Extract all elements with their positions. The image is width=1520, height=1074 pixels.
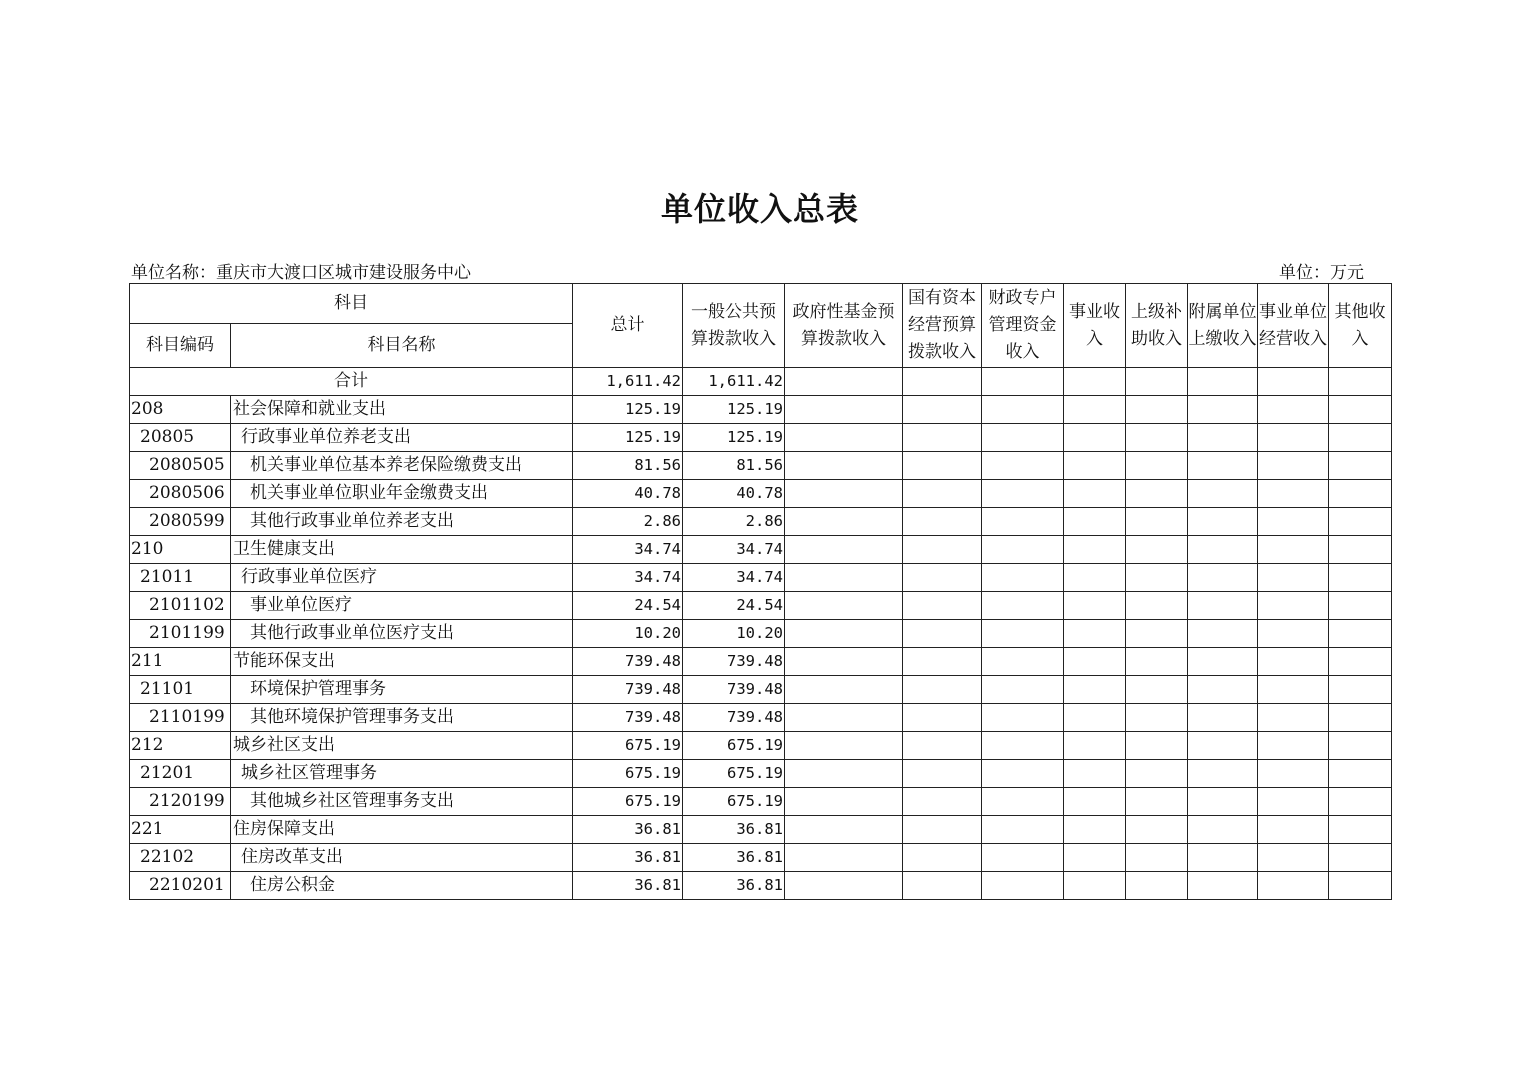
empty-cell <box>1064 396 1126 424</box>
table-row <box>130 396 1392 424</box>
empty-cell <box>1329 452 1392 480</box>
empty-cell <box>1258 536 1329 564</box>
general-budget-cell: 125.19 <box>683 396 785 424</box>
empty-cell <box>1064 536 1126 564</box>
total-cell: 739.48 <box>573 704 683 732</box>
empty-cell <box>785 620 903 648</box>
empty-cell <box>982 592 1064 620</box>
empty-cell <box>903 732 982 760</box>
empty-cell <box>1188 536 1258 564</box>
empty-cell <box>1258 704 1329 732</box>
empty-cell <box>785 452 903 480</box>
page-title: 单位收入总表 <box>660 190 859 228</box>
empty-cell <box>1258 676 1329 704</box>
subject-name-cell: 环境保护管理事务 <box>231 676 573 704</box>
header-superior-subsidy: 上级补助收入 <box>1126 284 1188 368</box>
total-cell: 125.19 <box>573 424 683 452</box>
header-subject-code: 科目编码 <box>130 324 231 368</box>
empty-cell <box>903 396 982 424</box>
empty-cell <box>1188 620 1258 648</box>
sum-row <box>130 368 1392 396</box>
subject-code-cell: 2080506 <box>130 480 231 508</box>
general-budget-cell: 36.81 <box>683 844 785 872</box>
empty-cell <box>785 564 903 592</box>
table-row <box>130 648 1392 676</box>
general-budget-cell: 739.48 <box>683 704 785 732</box>
subject-code-cell: 2101102 <box>130 592 231 620</box>
empty-cell <box>1329 480 1392 508</box>
empty-cell <box>1126 676 1188 704</box>
total-cell: 36.81 <box>573 816 683 844</box>
total-cell: 34.74 <box>573 564 683 592</box>
header-other-income: 其他收入 <box>1329 284 1392 368</box>
empty-cell <box>1126 480 1188 508</box>
empty-cell <box>903 480 982 508</box>
empty-cell <box>785 816 903 844</box>
table-row <box>130 816 1392 844</box>
subject-name-cell: 事业单位医疗 <box>231 592 573 620</box>
empty-cell <box>903 704 982 732</box>
empty-cell <box>1064 872 1126 900</box>
subject-code-cell: 21011 <box>130 564 231 592</box>
empty-cell <box>1329 676 1392 704</box>
subject-name-cell: 住房保障支出 <box>231 816 573 844</box>
subject-code-cell: 21101 <box>130 676 231 704</box>
empty-cell <box>1258 788 1329 816</box>
header-gov-fund: 政府性基金预算拨款收入 <box>785 284 903 368</box>
empty-cell <box>1064 676 1126 704</box>
subject-code-cell: 210 <box>130 536 231 564</box>
empty-cell <box>1188 816 1258 844</box>
header-affiliated-payment: 附属单位上缴收入 <box>1188 284 1258 368</box>
empty-cell <box>1126 704 1188 732</box>
table-row <box>130 564 1392 592</box>
subject-name-cell: 其他行政事业单位养老支出 <box>231 508 573 536</box>
empty-cell <box>785 396 903 424</box>
empty-cell <box>982 872 1064 900</box>
empty-cell <box>1329 872 1392 900</box>
subject-name-cell: 住房公积金 <box>231 872 573 900</box>
empty-cell <box>982 396 1064 424</box>
total-cell: 24.54 <box>573 592 683 620</box>
general-budget-cell: 24.54 <box>683 592 785 620</box>
empty-cell <box>982 424 1064 452</box>
empty-cell <box>1329 816 1392 844</box>
empty-cell <box>1126 564 1188 592</box>
empty-cell <box>1188 732 1258 760</box>
total-cell: 40.78 <box>573 480 683 508</box>
subject-code-cell: 211 <box>130 648 231 676</box>
empty-cell <box>903 508 982 536</box>
general-budget-cell: 739.48 <box>683 676 785 704</box>
empty-cell <box>903 620 982 648</box>
general-budget-cell: 81.56 <box>683 452 785 480</box>
empty-cell <box>1188 676 1258 704</box>
subject-name-cell: 机关事业单位基本养老保险缴费支出 <box>231 452 573 480</box>
subject-code-cell: 208 <box>130 396 231 424</box>
empty-cell <box>1064 452 1126 480</box>
total-cell: 10.20 <box>573 620 683 648</box>
empty-cell <box>1258 396 1329 424</box>
empty-cell <box>785 480 903 508</box>
empty-cell <box>1126 844 1188 872</box>
subject-code-cell: 21201 <box>130 760 231 788</box>
total-cell: 34.74 <box>573 536 683 564</box>
subject-name-cell: 社会保障和就业支出 <box>231 396 573 424</box>
income-summary-table <box>129 283 1392 900</box>
empty-cell <box>903 592 982 620</box>
empty-cell <box>785 760 903 788</box>
empty-cell <box>982 732 1064 760</box>
empty-cell <box>1329 424 1392 452</box>
subject-code-cell: 2120199 <box>130 788 231 816</box>
total-cell: 675.19 <box>573 760 683 788</box>
empty-cell <box>1064 816 1126 844</box>
empty-cell <box>1258 564 1329 592</box>
empty-cell <box>1126 620 1188 648</box>
empty-cell <box>1329 704 1392 732</box>
table-row <box>130 676 1392 704</box>
empty-cell <box>1329 592 1392 620</box>
subject-code-cell: 2101199 <box>130 620 231 648</box>
empty-cell <box>1329 788 1392 816</box>
empty-cell <box>1188 704 1258 732</box>
table-row <box>130 732 1392 760</box>
header-fiscal-special: 财政专户管理资金收入 <box>982 284 1064 368</box>
empty-cell <box>982 620 1064 648</box>
empty-cell <box>785 676 903 704</box>
unit-name-label: 单位名称：重庆市大渡口区城市建设服务中心 <box>131 263 471 283</box>
total-cell: 675.19 <box>573 788 683 816</box>
empty-cell <box>1126 536 1188 564</box>
empty-cell <box>785 704 903 732</box>
empty-cell <box>1064 508 1126 536</box>
table-row <box>130 424 1392 452</box>
subject-name-cell: 城乡社区管理事务 <box>231 760 573 788</box>
header-subject-name: 科目名称 <box>231 324 573 368</box>
table-body <box>130 368 1392 900</box>
empty-cell <box>1126 872 1188 900</box>
empty-cell <box>903 816 982 844</box>
empty-cell <box>1329 620 1392 648</box>
table-row <box>130 872 1392 900</box>
table-row <box>130 760 1392 788</box>
header-business-operation: 事业单位经营收入 <box>1258 284 1329 368</box>
subject-code-cell: 22102 <box>130 844 231 872</box>
total-cell: 739.48 <box>573 676 683 704</box>
table-row <box>130 452 1392 480</box>
empty-cell <box>1188 648 1258 676</box>
general-budget-cell: 34.74 <box>683 536 785 564</box>
subject-name-cell: 其他行政事业单位医疗支出 <box>231 620 573 648</box>
table-row <box>130 536 1392 564</box>
subject-name-cell: 卫生健康支出 <box>231 536 573 564</box>
empty-cell <box>1258 592 1329 620</box>
subject-code-cell: 212 <box>130 732 231 760</box>
empty-cell <box>1329 760 1392 788</box>
subject-name-cell: 其他环境保护管理事务支出 <box>231 704 573 732</box>
empty-cell <box>982 536 1064 564</box>
empty-cell <box>785 424 903 452</box>
empty-cell <box>1126 648 1188 676</box>
subject-code-cell: 20805 <box>130 424 231 452</box>
empty-cell <box>1126 396 1188 424</box>
empty-cell <box>903 872 982 900</box>
empty-cell <box>1258 452 1329 480</box>
table-row <box>130 704 1392 732</box>
empty-cell <box>1329 508 1392 536</box>
subject-name-cell: 节能环保支出 <box>231 648 573 676</box>
empty-cell <box>1329 536 1392 564</box>
empty-cell <box>903 844 982 872</box>
subject-name-cell: 城乡社区支出 <box>231 732 573 760</box>
empty-cell <box>982 816 1064 844</box>
general-budget-cell: 675.19 <box>683 788 785 816</box>
subject-name-cell: 住房改革支出 <box>231 844 573 872</box>
sum-label: 合计 <box>130 368 573 396</box>
empty-cell <box>982 452 1064 480</box>
general-budget-cell: 36.81 <box>683 872 785 900</box>
subject-code-cell: 2210201 <box>130 872 231 900</box>
empty-cell <box>1188 508 1258 536</box>
empty-cell <box>1188 564 1258 592</box>
empty-cell <box>1258 872 1329 900</box>
empty-cell <box>785 592 903 620</box>
empty-cell <box>1126 816 1188 844</box>
header-business-income: 事业收入 <box>1064 284 1126 368</box>
empty-cell <box>982 508 1064 536</box>
empty-cell <box>982 648 1064 676</box>
empty-cell <box>1064 760 1126 788</box>
empty-cell <box>1258 648 1329 676</box>
empty-cell <box>982 676 1064 704</box>
empty-cell <box>1258 620 1329 648</box>
empty-cell <box>1188 592 1258 620</box>
empty-cell <box>1064 620 1126 648</box>
empty-cell <box>785 872 903 900</box>
empty-cell <box>982 844 1064 872</box>
empty-cell <box>903 452 982 480</box>
unit-label: 单位：万元 <box>1279 263 1364 283</box>
empty-cell <box>1258 732 1329 760</box>
table-row <box>130 620 1392 648</box>
general-budget-cell: 2.86 <box>683 508 785 536</box>
empty-cell <box>1188 844 1258 872</box>
general-budget-cell: 675.19 <box>683 760 785 788</box>
subject-code-cell: 2080599 <box>130 508 231 536</box>
empty-cell <box>1126 508 1188 536</box>
empty-cell <box>1064 424 1126 452</box>
empty-cell <box>1188 788 1258 816</box>
empty-cell <box>903 424 982 452</box>
empty-cell <box>1329 396 1392 424</box>
header-total: 总计 <box>573 284 683 368</box>
empty-cell <box>903 760 982 788</box>
empty-cell <box>785 508 903 536</box>
general-budget-cell: 125.19 <box>683 424 785 452</box>
empty-cell <box>1064 592 1126 620</box>
empty-cell <box>785 648 903 676</box>
empty-cell <box>1126 424 1188 452</box>
empty-cell <box>1126 452 1188 480</box>
empty-cell <box>785 844 903 872</box>
empty-cell <box>1258 816 1329 844</box>
empty-cell <box>982 480 1064 508</box>
empty-cell <box>1188 452 1258 480</box>
empty-cell <box>1064 788 1126 816</box>
empty-cell <box>1064 732 1126 760</box>
empty-cell <box>903 648 982 676</box>
subject-code-cell: 221 <box>130 816 231 844</box>
empty-cell <box>1126 592 1188 620</box>
empty-cell <box>1258 480 1329 508</box>
sum-general-budget: 1,611.42 <box>683 368 785 396</box>
header-state-capital: 国有资本经营预算拨款收入 <box>903 284 982 368</box>
empty-cell <box>1188 480 1258 508</box>
header-general-budget: 一般公共预算拨款收入 <box>683 284 785 368</box>
empty-cell <box>982 788 1064 816</box>
empty-cell <box>1258 760 1329 788</box>
empty-cell <box>785 788 903 816</box>
empty-cell <box>1064 648 1126 676</box>
empty-cell <box>785 536 903 564</box>
table-row <box>130 844 1392 872</box>
empty-cell <box>903 676 982 704</box>
total-cell: 36.81 <box>573 872 683 900</box>
table-row <box>130 480 1392 508</box>
table-row <box>130 788 1392 816</box>
empty-cell <box>1064 704 1126 732</box>
empty-cell <box>1329 732 1392 760</box>
subject-code-cell: 2080505 <box>130 452 231 480</box>
sum-total: 1,611.42 <box>573 368 683 396</box>
general-budget-cell: 40.78 <box>683 480 785 508</box>
empty-cell <box>785 732 903 760</box>
total-cell: 81.56 <box>573 452 683 480</box>
total-cell: 36.81 <box>573 844 683 872</box>
empty-cell <box>1188 424 1258 452</box>
empty-cell <box>1064 480 1126 508</box>
total-cell: 2.86 <box>573 508 683 536</box>
general-budget-cell: 36.81 <box>683 816 785 844</box>
subject-name-cell: 机关事业单位职业年金缴费支出 <box>231 480 573 508</box>
empty-cell <box>1258 424 1329 452</box>
subject-code-cell: 2110199 <box>130 704 231 732</box>
subject-name-cell: 行政事业单位养老支出 <box>231 424 573 452</box>
empty-cell <box>1126 788 1188 816</box>
total-cell: 739.48 <box>573 648 683 676</box>
table-header <box>130 284 1392 368</box>
general-budget-cell: 34.74 <box>683 564 785 592</box>
empty-cell <box>903 788 982 816</box>
table-row <box>130 508 1392 536</box>
empty-cell <box>982 760 1064 788</box>
subject-name-cell: 其他城乡社区管理事务支出 <box>231 788 573 816</box>
empty-cell <box>1188 872 1258 900</box>
table-row <box>130 592 1392 620</box>
empty-cell <box>1188 396 1258 424</box>
empty-cell <box>1126 732 1188 760</box>
empty-cell <box>1329 564 1392 592</box>
empty-cell <box>903 536 982 564</box>
subject-name-cell: 行政事业单位医疗 <box>231 564 573 592</box>
total-cell: 125.19 <box>573 396 683 424</box>
total-cell: 675.19 <box>573 732 683 760</box>
empty-cell <box>1329 844 1392 872</box>
empty-cell <box>982 704 1064 732</box>
empty-cell <box>903 564 982 592</box>
empty-cell <box>1258 844 1329 872</box>
empty-cell <box>1126 760 1188 788</box>
general-budget-cell: 675.19 <box>683 732 785 760</box>
header-subject: 科目 <box>130 284 573 324</box>
empty-cell <box>1064 844 1126 872</box>
general-budget-cell: 10.20 <box>683 620 785 648</box>
empty-cell <box>982 564 1064 592</box>
general-budget-cell: 739.48 <box>683 648 785 676</box>
empty-cell <box>1188 760 1258 788</box>
empty-cell <box>1064 564 1126 592</box>
empty-cell <box>1329 648 1392 676</box>
empty-cell <box>1258 508 1329 536</box>
